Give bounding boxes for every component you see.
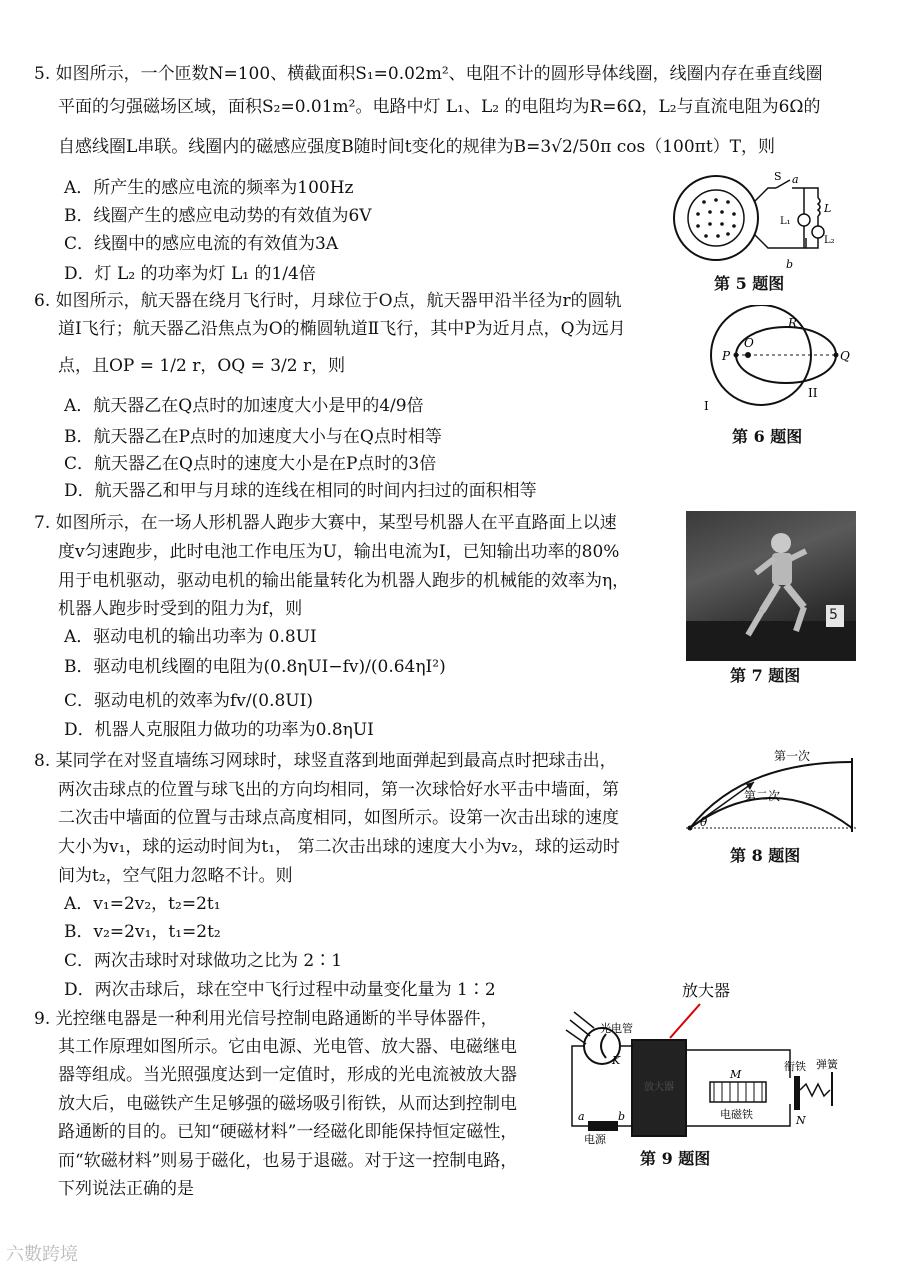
q8-line-1: 8. 某同学在对竖直墙练习网球时，球竖直落到地面弹起到最高点时把球击出， — [34, 751, 617, 771]
label-orbit-i: I — [704, 399, 709, 413]
q5-caption: 第 5 题图 — [714, 274, 785, 293]
q8-option-d: D．两次击球后，球在空中飞行过程中动量变化量为 1∶2 — [64, 980, 496, 1000]
q6-caption: 第 6 题图 — [732, 427, 803, 446]
lamp-l2 — [812, 226, 824, 238]
label-orbit-ii: II — [808, 386, 818, 400]
amplifier-pointer — [670, 1004, 700, 1038]
label-k: K — [612, 1054, 621, 1067]
label-armature: 衔铁 — [784, 1060, 806, 1073]
robot-runner-photo — [686, 511, 856, 661]
q7-line-4: 机器人跑步时受到的阻力为f，则 — [58, 599, 303, 619]
armature — [794, 1076, 800, 1110]
q5-circuit-figure — [668, 168, 848, 278]
q9-line-2: 其工作原理如图所示。它由电源、光电管、放大器、电磁继电 — [58, 1037, 517, 1057]
q9-circuit-figure — [560, 978, 850, 1148]
label-second: 第二次 — [744, 789, 781, 803]
label-a: a — [792, 173, 799, 186]
q7-option-c: C．驱动电机的效率为fv/(0.8UI) — [64, 691, 313, 711]
label-l: L — [824, 202, 832, 215]
q8-option-b: B．v₂=2v₁，t₁=2t₂ — [64, 922, 221, 942]
light-rays — [566, 1012, 594, 1044]
wire-a — [792, 188, 818, 198]
q9-line-1: 9. 光控继电器是一种利用光信号控制电路通断的半导体器件， — [34, 1009, 498, 1029]
q8-caption: 第 8 题图 — [730, 846, 801, 865]
q5-line-3: 自感线圈L串联。线圈内的磁感应强度B随时间t变化的规律为B=3√2/50π cos（100πt）T，则 — [58, 137, 776, 157]
label-a: a — [578, 1110, 585, 1123]
q6-line-1: 6. 如图所示，航天器在绕月飞行时，月球位于O点，航天器甲沿半径为r的圆轨 — [34, 291, 622, 311]
label-n: N — [796, 1114, 806, 1127]
label-p: P — [722, 349, 731, 363]
q8-trajectory-figure — [682, 748, 862, 838]
q5-option-c: C．线圈中的感应电流的有效值为3A — [64, 234, 339, 254]
q9-line-7: 下列说法正确的是 — [58, 1179, 194, 1199]
q7-caption: 第 7 题图 — [730, 666, 801, 685]
q5-option-d: D．灯 L₂ 的功率为灯 L₁ 的1/4倍 — [64, 264, 316, 284]
spring — [800, 1084, 830, 1096]
q8-line-2: 两次击球点的位置与球飞出的方向均相同，第一次球恰好水平击中墙面，第 — [58, 780, 619, 800]
label-o: O — [744, 336, 754, 350]
q7-line-1: 7. 如图所示，在一场人形机器人跑步大赛中，某型号机器人在平直路面上以速 — [34, 513, 617, 533]
q6-option-a: A．航天器乙在Q点时的加速度大小是甲的4/9倍 — [64, 396, 424, 416]
q5-line-2: 平面的匀强磁场区域，面积S₂=0.01m²。电路中灯 L₁、L₂ 的电阻均为R=6Ω，L₂与直流电阻为6Ω的 — [58, 97, 821, 117]
q7-line-2: 度v匀速跑步，此时电池工作电压为U，输出电流为I，已知输出功率的80% — [58, 542, 620, 562]
q9-caption: 第 9 题图 — [640, 1149, 711, 1168]
q8-line-4: 大小为v₁，球的运动时间为t₁， 第二次击出球的速度大小为v₂，球的运动时 — [58, 837, 620, 857]
coil-outer-circle — [674, 176, 758, 260]
label-b: b — [618, 1110, 626, 1123]
q9-line-4: 放大后，电磁铁产生足够强的磁场吸引衔铁，从而达到控制电 — [58, 1094, 517, 1114]
q8-line-3: 二次击中墙面的位置与击球点高度相同，如图所示。设第一次击出球的速度 — [58, 808, 619, 828]
q9-line-5: 路通断的目的。已知“硬磁材料”一经磁化即能保持恒定磁性， — [58, 1122, 518, 1142]
q7-line-3: 用于电机驱动，驱动电机的输出能量转化为机器人跑步的机械能的效率为η， — [58, 571, 630, 591]
q6-line-3: 点，且OP = 1/2 r，OQ = 3/2 r，则 — [58, 356, 346, 376]
label-amplifier-title: 放大器 — [682, 981, 731, 1000]
wire-bottom — [754, 234, 806, 248]
q6-option-b: B．航天器乙在P点时的加速度大小与在Q点时相等 — [64, 427, 442, 447]
q5-option-a: A．所产生的感应电流的频率为100Hz — [64, 178, 354, 198]
runner-bib-number: 5 — [829, 607, 838, 623]
label-spring: 弹簧 — [816, 1058, 838, 1071]
lamp-l1 — [798, 214, 810, 226]
q9-line-6: 而“软磁材料”则易于磁化，也易于退磁。对于这一控制电路， — [58, 1151, 518, 1171]
label-source: 电源 — [584, 1133, 606, 1146]
label-magnet: 电磁铁 — [720, 1108, 753, 1121]
q6-option-c: C．航天器乙在Q点时的速度大小是在P点时的3倍 — [64, 454, 437, 474]
label-r: R — [788, 316, 798, 330]
label-theta: θ — [700, 815, 708, 829]
label-amp-box: 放大器 — [644, 1082, 674, 1093]
q6-orbit-figure — [696, 305, 856, 425]
label-q: Q — [840, 349, 850, 363]
q8-line-5: 间为t₂，空气阻力忽略不计。则 — [58, 866, 293, 886]
q5-option-b: B．线圈产生的感应电动势的有效值为6V — [64, 206, 372, 226]
label-tube: 光电管 — [600, 1022, 633, 1035]
watermark: 六數跨境 — [6, 1244, 78, 1265]
label-b: b — [786, 258, 794, 271]
q8-option-a: A．v₁=2v₂，t₂=2t₁ — [64, 894, 221, 914]
q5-line-1: 5. 如图所示，一个匝数N=100、横截面积S₁=0.02m²、电阻不计的圆形导体线圈，线圈内存在垂直线圈 — [34, 64, 823, 84]
q9-line-3: 器等组成。当光照强度达到一定值时，形成的光电流被放大器 — [58, 1065, 517, 1085]
q7-option-d: D．机器人克服阻力做功的功率为0.8ηUI — [64, 720, 374, 740]
q6-line-2: 道Ⅰ飞行；航天器乙沿焦点为O的椭圆轨道Ⅱ飞行，其中P为近月点，Q为远月 — [58, 319, 626, 339]
label-l2: L₂ — [824, 235, 835, 246]
magnetic-field-dots — [696, 198, 736, 238]
wire-top — [754, 188, 776, 202]
label-m: M — [730, 1068, 742, 1081]
inductor-l — [818, 198, 820, 216]
label-first: 第一次 — [774, 749, 811, 763]
q7-option-a: A．驱动电机的输出功率为 0.8UI — [64, 627, 317, 647]
power-source — [588, 1121, 618, 1131]
robot-silhouette — [686, 511, 856, 661]
q7-option-b: B．驱动电机线圈的电阻为(0.8ηUI−fv)/(0.64ηI²) — [64, 657, 446, 677]
q6-option-d: D．航天器乙和甲与月球的连线在相同的时间内扫过的面积相等 — [64, 481, 537, 501]
q8-option-c: C．两次击球时对球做功之比为 2∶1 — [64, 951, 343, 971]
label-l1: L₁ — [780, 216, 791, 227]
label-s: S — [774, 170, 782, 183]
